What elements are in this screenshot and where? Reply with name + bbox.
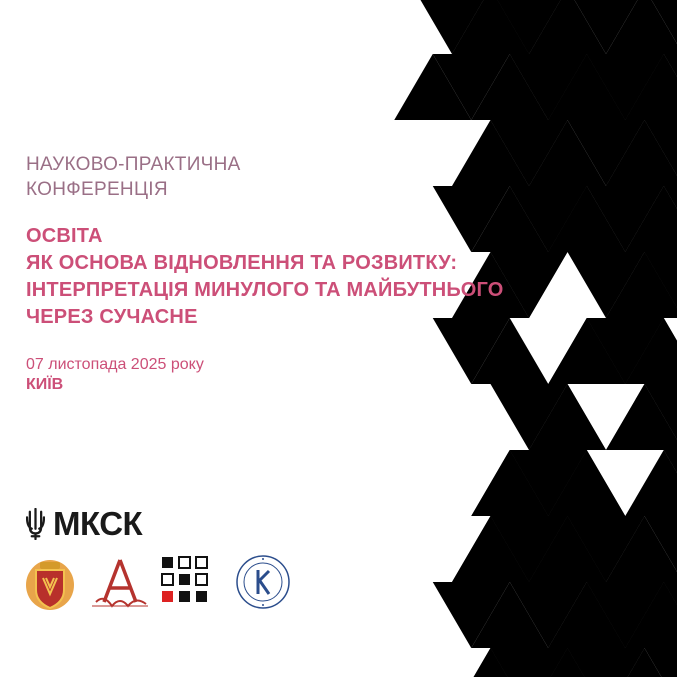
conference-info xyxy=(26,152,586,395)
conference-title xyxy=(26,223,586,331)
circular-institute-seal-icon xyxy=(234,553,292,611)
pattern-triangle xyxy=(625,450,677,516)
event-city: КИЇВ xyxy=(26,376,64,393)
art-academy-monogram-icon xyxy=(90,556,150,612)
coat-of-arms-emblem-icon xyxy=(24,558,76,612)
title-line-3: ІНТЕРПРЕТАЦІЯ МИНУЛОГО ТА МАЙБУТНЬОГО xyxy=(26,279,504,301)
black-squares-grid-icon xyxy=(160,555,214,609)
title-line-1: ОСВІТА xyxy=(26,225,103,247)
title-line-2: ЯК ОСНОВА ВІДНОВЛЕННЯ ТА РОЗВИТКУ: xyxy=(26,252,458,274)
organizer-logo xyxy=(26,506,142,542)
conference-type-line2: КОНФЕРЕНЦІЯ xyxy=(26,179,168,200)
organizer-name: МКСК xyxy=(53,505,143,542)
conference-type-line1: НАУКОВО-ПРАКТИЧНА xyxy=(26,154,241,175)
conference-type xyxy=(26,152,586,202)
title-line-4: ЧЕРЕЗ СУЧАСНЕ xyxy=(26,306,198,328)
trident-icon xyxy=(26,508,45,540)
event-date: 07 листопада 2025 року xyxy=(26,356,204,373)
